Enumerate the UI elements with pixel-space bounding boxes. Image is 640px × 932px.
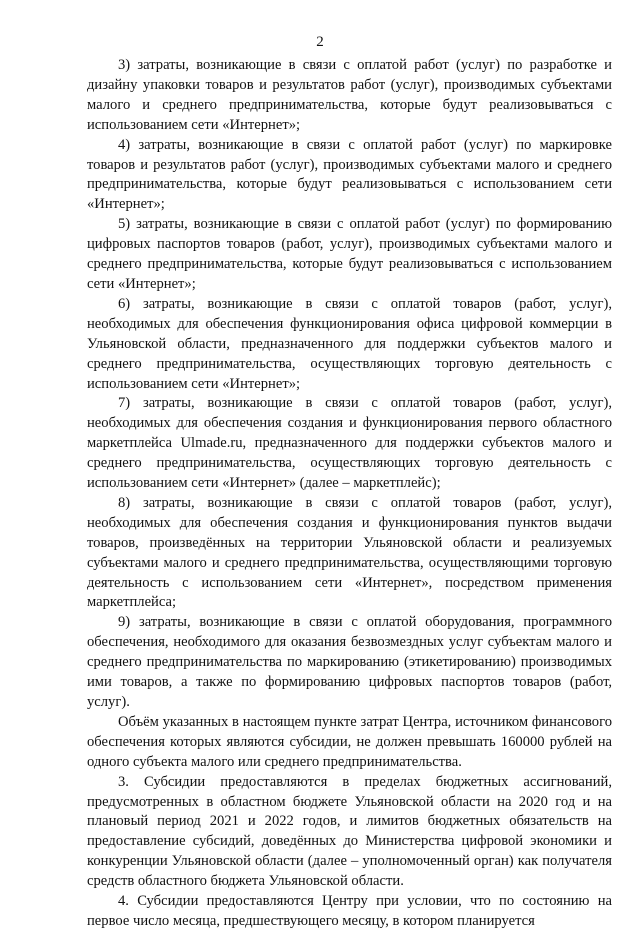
- paragraph-item-6: 6) затраты, возникающие в связи с оплатой товаров (работ, услуг), необходимых для обеспечения функционирования офиса цифровой коммерции в Ульяновской области, предназначенного для поддержки субъектов малого и среднего предпринимательства, осуществляющих торговую деятельность с использованием сети «Интернет»;: [87, 295, 612, 392]
- document-body: [87, 56, 612, 932]
- paragraph-item-8: 8) затраты, возникающие в связи с оплатой товаров (работ, услуг), необходимых для обеспечения создания и функционирования пунктов выдачи товаров, произведённых на территории Ульяновской области и реализуемых субъектами малого и среднего предпринимательства, осуществляющими торговую деятельность с использованием сети «Интернет», посредством применения маркетплейса;: [87, 494, 612, 611]
- paragraph-clause-3: 3. Субсидии предоставляются в пределах бюджетных ассигнований, предусмотренных в областном бюджете Ульяновской области на 2020 год и на плановый период 2021 и 2022 годов, и лимитов бюджетных обязательств на предоставление субсидий, доведённых до Министерства цифровой экономики и конкуренции Ульяновской области (далее – уполномоченный орган) как получателя средств областного бюджета Ульяновской области.: [87, 773, 612, 890]
- paragraph-item-7: 7) затраты, возникающие в связи с оплатой товаров (работ, услуг), необходимых для обеспечения создания и функционирования первого областного маркетплейса Ulmade.ru, предназначенного для поддержки субъектов малого и среднего предпринимательства, осуществляющих торговую деятельность с использованием сети «Интернет» (далее – маркетплейс);: [87, 395, 612, 492]
- paragraph-item-9: 9) затраты, возникающие в связи с оплатой оборудования, программного обеспечения, необходимого для оказания безвозмездных услуг субъектам малого и среднего предпринимательства по маркированию (этикетированию) производимых ими товаров, а также по формированию цифровых паспортов товаров (работ, услуг).: [87, 614, 612, 710]
- paragraph-cost-limit: Объём указанных в настоящем пункте затрат Центра, источником финансового обеспечения которых являются субсидии, не должен превышать 160000 рублей на одного субъекта малого или среднего предпринимательства.: [87, 713, 612, 770]
- paragraph-item-3: 3) затраты, возникающие в связи с оплатой работ (услуг) по разработке и дизайну упаковки товаров и результатов работ (услуг), производимых субъектами малого и среднего предпринимательства, которые будут реализовываться с использованием сети «Интернет»;: [87, 57, 612, 133]
- page-number: 2: [316, 34, 324, 50]
- paragraph-item-4: 4) затраты, возникающие в связи с оплатой работ (услуг) по маркировке товаров и результатов работ (услуг), производимых субъектами малого и среднего предпринимательства, которые будут реализовываться с использованием сети «Интернет»;: [87, 136, 612, 213]
- paragraph-clause-4: 4. Субсидии предоставляются Центру при условии, что по состоянию на первое число месяца, предшествующего месяцу, в котором планируется: [87, 893, 612, 929]
- paragraph-item-5: 5) затраты, возникающие в связи с оплатой работ (услуг) по формированию цифровых паспортов товаров (работ, услуг), производимых субъектами малого и среднего предпринимательства, которые будут реализовываться с использованием сети «Интернет»;: [87, 216, 612, 292]
